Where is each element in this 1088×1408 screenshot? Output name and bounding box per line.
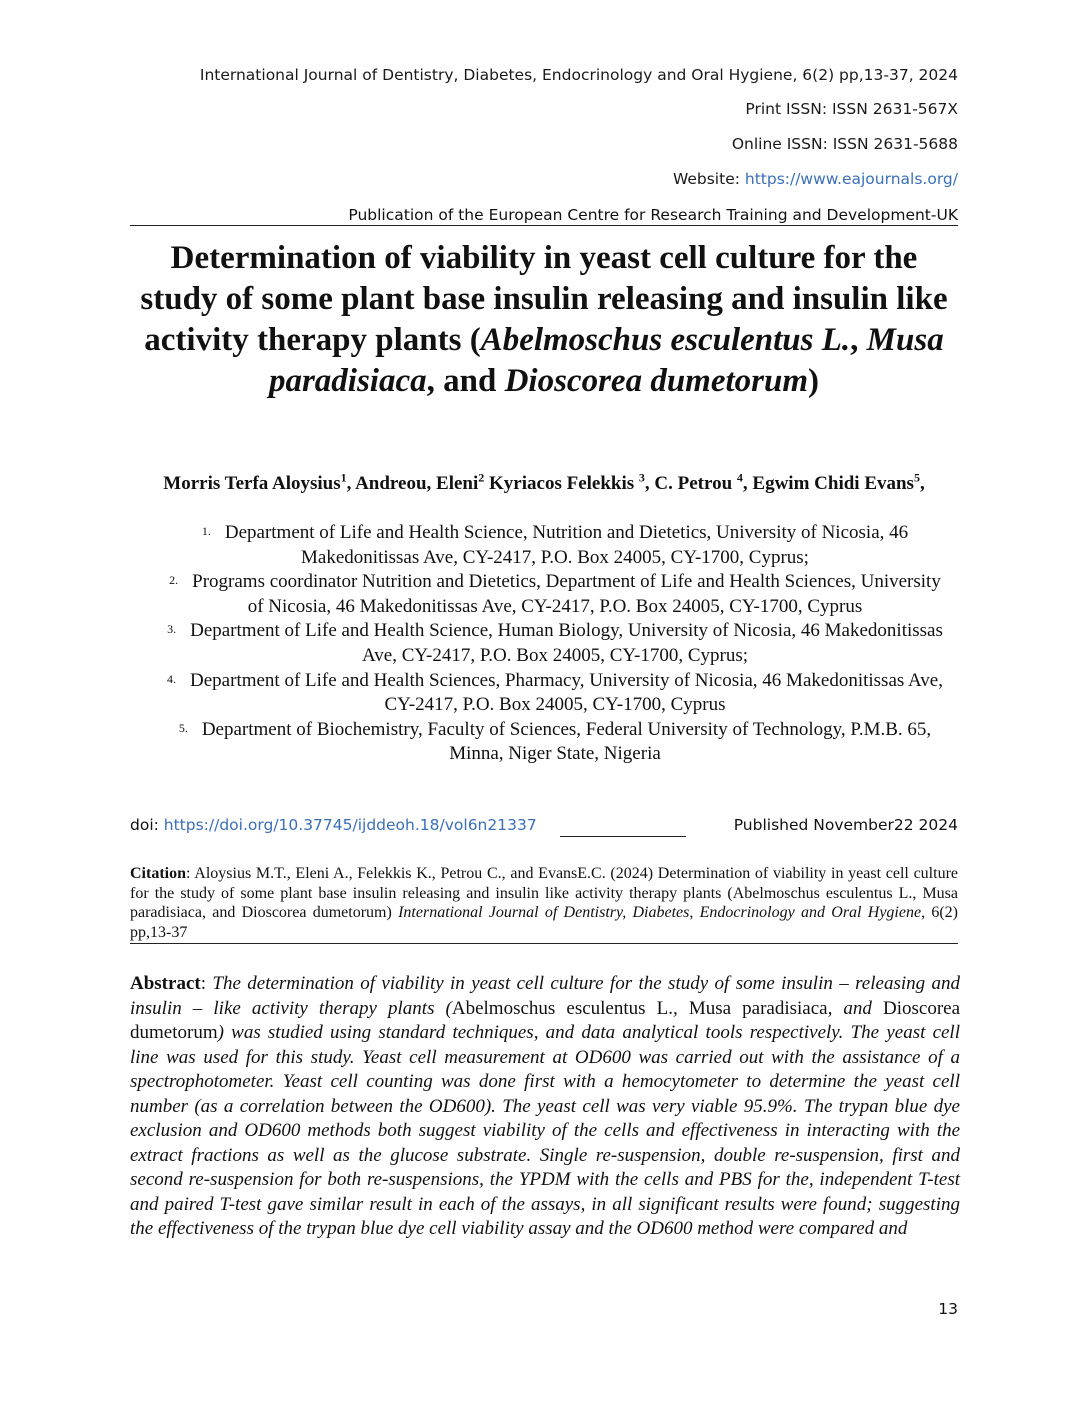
- print-issn: Print ISSN: ISSN 2631-567X: [745, 100, 958, 118]
- citation-label: Citation: [130, 865, 186, 882]
- affiliation-2: $^{2.}$ Programs coordinator Nutrition and Dietetics, Department of Life and Health Sciences, University of Nicosia, 46 Makedonitissas Ave, CY-2417, P.O. Box 24005, CY-1700, Cyprus: [169, 571, 941, 617]
- website-label: Website:: [672, 170, 745, 188]
- online-issn: Online ISSN: ISSN 2631-5688: [731, 135, 958, 153]
- abstract-species-2: Musa paradisiaca: [688, 997, 828, 1019]
- affiliations: [160, 521, 950, 767]
- doi-link[interactable]: https://doi.org/10.37745/ijddeoh.18/vol6n21337: [163, 816, 537, 834]
- abstract-species-3: Dioscorea dumetorum: [130, 997, 961, 1043]
- publication-line: Publication of the European Centre for Research Training and Development-UK: [130, 206, 958, 226]
- abstract-species-1: Abelmoschus esculentus L.: [451, 997, 673, 1019]
- affiliation-4: $^{4.}$ Department of Life and Health Sciences, Pharmacy, University of Nicosia, 46 Makedonitissas Ave, CY-2417, P.O. Box 24005, CY-1700, Cyprus: [167, 669, 943, 716]
- abstract-label: Abstract: [130, 973, 201, 994]
- published-date: Published November22 2024: [733, 816, 958, 834]
- doi-row: [130, 816, 958, 838]
- page-number: 13: [938, 1300, 958, 1318]
- affiliation-3: $^{3.}$ Department of Life and Health Science, Human Biology, University of Nicosia, 46 Makedonitissas Ave, CY-2417, P.O. Box 24005, CY-1700, Cyprus;: [167, 620, 943, 666]
- journal-line: International Journal of Dentistry, Diabetes, Endocrinology and Oral Hygiene, 6(2) pp,13-37, 2024: [199, 66, 958, 84]
- affiliation-1: $^{1.}$ Department of Life and Health Science, Nutrition and Dietetics, University of Nicosia, 46 Makedonitissas Ave, CY-2417, P.O. Box 24005, CY-1700, Cyprus;: [201, 522, 909, 568]
- abstract: Abstract: The determination of viability in yeast cell culture for the study of some insulin – releasing and insulin – like activity therapy plants (Abelmoschus esculentus L., Musa paradisiaca, and Dioscorea dumetorum) was studied using standard techniques, and data analytical tools respectively. The yeast cell line was used for this study. Yeast cell measurement at OD600 was carried out with the assistance of a spectrophotometer. Yeast cell counting was done first with a hemocytometer to determine the yeast cell number (as a correlation between the OD600). The yeast cell was very viable 95.9%. The trypan blue dye exclusion and OD600 methods both suggest viability of the cells and effectiveness in interacting with the extract fractions as well as the glucose substrate. Single re-suspension, double re-suspension, first and second re-suspension for both re-suspensions, the YPDM with the cells and PBS for the, independent T-test and paired T-test gave similar result in each of the assays, in all significant results were found; suggesting the effectiveness of the trypan blue dye cell viability assay and the OD600 method were compared and: [130, 973, 961, 1239]
- doi: doi: https://doi.org/10.37745/ijddeoh.18/vol6n21337: [130, 816, 537, 834]
- citation: Citation: Aloysius M.T., Eleni A., Felekkis K., Petrou C., and EvansE.C. (2024) Determination of viability in yeast cell culture for the study of some plant base insulin releasing and insulin like activity therapy plants (Abelmoschus esculentus L., Musa paradisiaca, and Dioscorea dumetorum) International Journal of Dentistry, Diabetes, Endocrinology and Oral Hygiene, 6(2) pp,13-37: [130, 864, 958, 944]
- title-species-1: Abelmoschus esculentus L.: [480, 322, 851, 358]
- website-link[interactable]: https://www.eajournals.org/: [744, 170, 958, 188]
- paper-title: Determination of viability in yeast cell culture for the study of some plant base insulin releasing and insulin like activity therapy plants (Abelmoschus esculentus L., Musa paradisiaca, and Dioscorea dumetorum): [140, 240, 948, 399]
- title-species-3: Dioscorea dumetorum: [504, 363, 809, 399]
- website-line: [673, 170, 958, 188]
- authors: Morris Terfa Aloysius$^1$, Andreou, Eleni$^2$ Kyriacos Felekkis $^3$, C. Petrou $^4$, Egwim Chidi Evans$^5$,: [163, 470, 925, 494]
- doi-divider: [560, 836, 686, 837]
- citation-journal: International Journal of Dentistry, Diabetes, Endocrinology and Oral Hygiene: [398, 904, 922, 921]
- title-species-2: Musa paradisiaca: [268, 322, 944, 399]
- affiliation-5: $^{5.}$ Department of Biochemistry, Faculty of Sciences, Federal University of Technology, P.M.B. 65, Minna, Niger State, Nigeria: [178, 718, 932, 765]
